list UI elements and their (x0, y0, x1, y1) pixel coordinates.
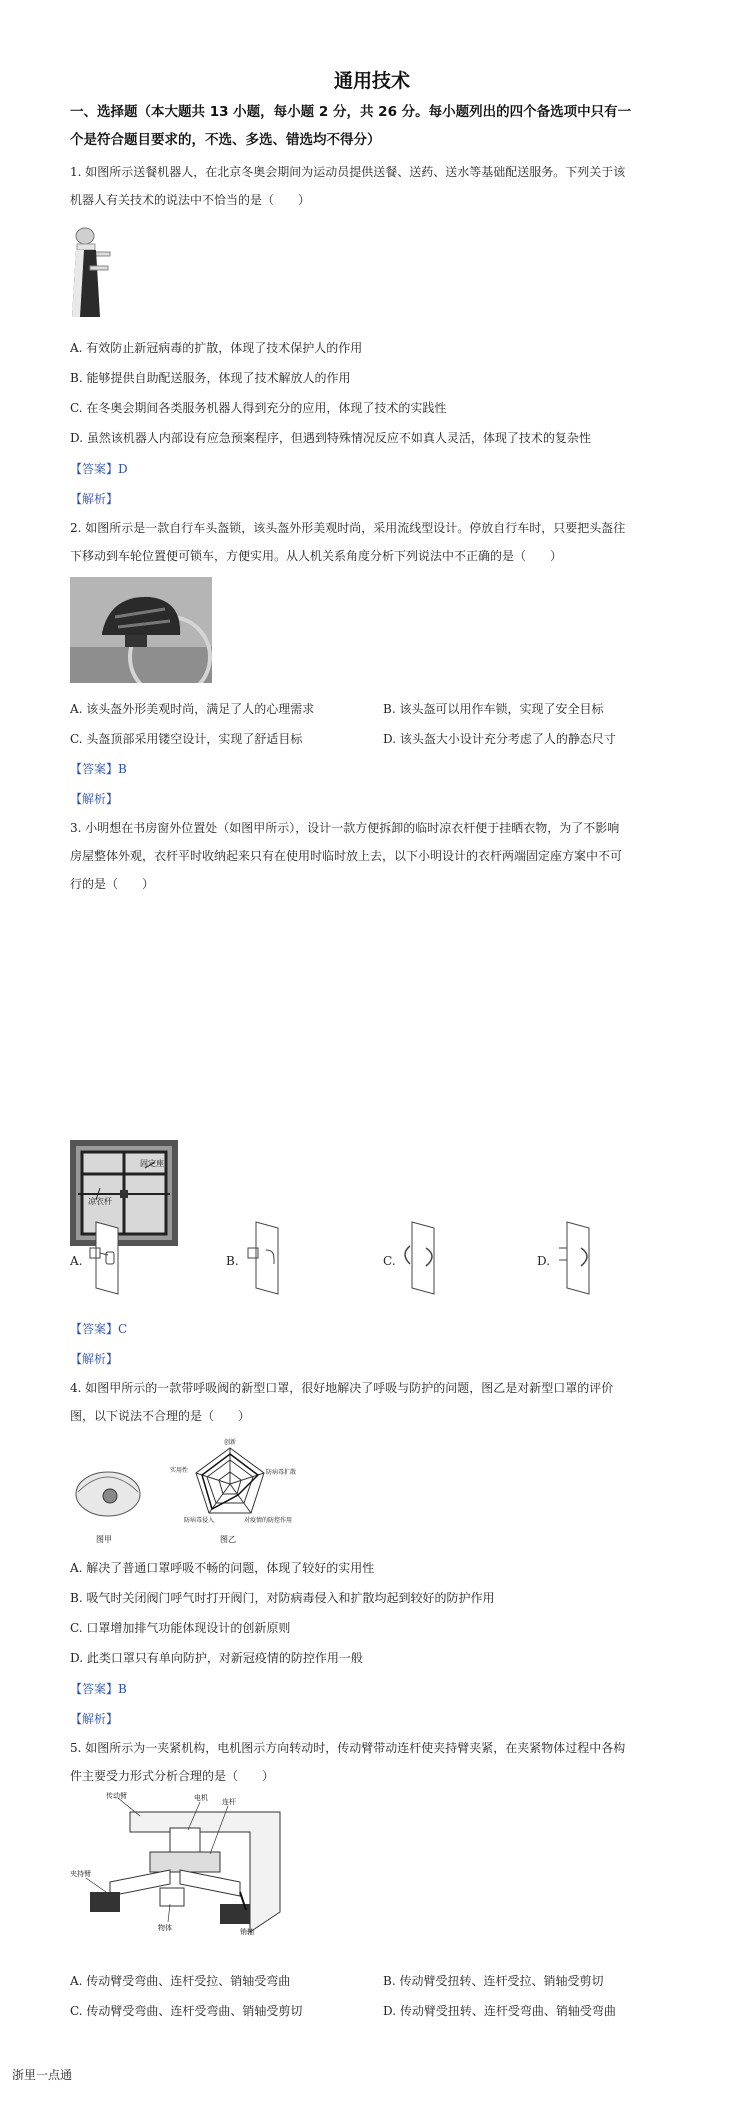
q4-radar-label-1: 防病毒扩散 (266, 1469, 297, 1476)
q3-stem-line2: 房屋整体外观，衣杆平时收纳起来只有在使用时临时放上去，以下小明设计的衣杆两端固定座方案中不可 (70, 849, 623, 863)
q4-fig-a-caption: 图甲 (96, 1535, 112, 1544)
q5-stem-line2: 件主要受力形式分析合理的是（ ） (70, 1769, 275, 1783)
q5-clamp-mechanism-figure (70, 1792, 300, 1936)
q4-stem-line1: 4. 如图甲所示的一款带呼吸阀的新型口罩，很好地解决了呼吸与防护的问题，图乙是对新型口罩的评价 (70, 1381, 614, 1395)
q4-radar-label-0: 创新 (224, 1439, 237, 1446)
q5-label-clamp-arm: 夹持臂 (70, 1870, 91, 1878)
q4-option-a: A. 解决了普通口罩呼吸不畅的问题，体现了较好的实用性 (70, 1561, 375, 1575)
q4-option-c: C. 口罩增加排气功能体现设计的创新原则 (70, 1621, 291, 1635)
q5-label-motor: 电机 (194, 1794, 208, 1802)
q3-option-a-image (84, 1220, 134, 1298)
q5-option-c: C. 传动臂受弯曲、连杆受弯曲、销轴受剪切 (70, 2004, 303, 2018)
q3-stem-line3: 行的是（ ） (70, 877, 155, 891)
q4-fig-b-caption: 图乙 (220, 1535, 236, 1544)
q2-stem-line2: 下移动到车轮位置便可锁车，方便实用。从人机关系角度分析下列说法中不正确的是（ ） (70, 549, 563, 563)
q5-label-object: 物体 (158, 1924, 172, 1932)
q1-option-b: B. 能够提供自助配送服务，体现了技术解放人的作用 (70, 371, 351, 385)
q5-label-pin: 销轴 (240, 1928, 254, 1936)
q2-stem-line1: 2. 如图所示是一款自行车头盔锁，该头盔外形美观时尚，采用流线型设计。停放自行车时，只要把头盔往 (70, 521, 626, 535)
q3-option-b-label: B. (226, 1254, 239, 1268)
page-title: 通用技术 (333, 70, 410, 92)
q1-analysis: 【解析】 (70, 492, 119, 506)
q5-stem-line1: 5. 如图所示为一夹紧机构，电机图示方向转动时，传动臂带动连杆使夹持臂夹紧，在夹紧物体过程中各构 (70, 1741, 626, 1755)
q5-label-drive-arm: 传动臂 (106, 1792, 127, 1800)
q4-radar-chart (170, 1438, 296, 1524)
q1-stem-line1: 1. 如图所示送餐机器人，在北京冬奥会期间为运动员提供送餐、送药、送水等基础配送服务。下列关于该 (70, 165, 626, 179)
q4-radar-label-3: 防病毒侵入 (184, 1517, 215, 1524)
q2-answer: 【答案】B (70, 762, 127, 776)
q4-answer: 【答案】B (70, 1682, 127, 1696)
q3-label-rod: 凉衣杆 (88, 1197, 112, 1206)
q5-label-link: 连杆 (222, 1798, 236, 1806)
q2-option-b: B. 该头盔可以用作车锁，实现了安全目标 (383, 702, 604, 716)
q5-option-b: B. 传动臂受扭转、连杆受拉、销轴受剪切 (383, 1974, 604, 1988)
q3-option-b-image (244, 1220, 294, 1298)
q1-answer: 【答案】D (70, 462, 128, 476)
footer-watermark: 浙里一点通 (12, 2068, 73, 2082)
q2-option-d: D. 该头盔大小设计充分考虑了人的静态尺寸 (383, 732, 616, 746)
q4-figure (70, 1432, 320, 1552)
q3-option-c-label: C. (383, 1254, 396, 1268)
q4-radar-label-4: 实用性 (170, 1467, 189, 1474)
q3-answer: 【答案】C (70, 1322, 128, 1336)
q1-option-a: A. 有效防止新冠病毒的扩散，体现了技术保护人的作用 (70, 341, 363, 355)
q2-option-c: C. 头盔顶部采用镂空设计，实现了舒适目标 (70, 732, 303, 746)
q1-stem-line2: 机器人有关技术的说法中不恰当的是（ ） (70, 193, 311, 207)
section-heading-line1: 一、选择题（本大题共 13 小题，每小题 2 分，共 26 分。每小题列出的四个备选项中只有一 (70, 104, 632, 120)
q1-option-d: D. 虽然该机器人内部设有应急预案程序，但遇到特殊情况反应不如真人灵活，体现了技术的复杂性 (70, 431, 591, 445)
q2-helmet-lock-image (70, 577, 212, 683)
q4-stem-line2: 图，以下说法不合理的是（ ） (70, 1409, 251, 1423)
q3-option-d-label: D. (537, 1254, 551, 1268)
q3-option-a-label: A. (70, 1254, 83, 1268)
q4-option-b: B. 吸气时关闭阀门呼气时打开阀门，对防病毒侵入和扩散均起到较好的防护作用 (70, 1591, 495, 1605)
q4-option-d: D. 此类口罩只有单向防护，对新冠疫情的防控作用一般 (70, 1651, 363, 1665)
q3-option-c-image (398, 1220, 454, 1298)
q4-radar-label-2: 对疫情的防控作用 (244, 1517, 293, 1524)
q5-option-d: D. 传动臂受扭转、连杆受弯曲、销轴受弯曲 (383, 2004, 616, 2018)
section-heading-line2: 个是符合题目要求的，不选、多选、错选均不得分） (70, 132, 381, 148)
q3-analysis: 【解析】 (70, 1352, 119, 1366)
q1-option-c: C. 在冬奥会期间各类服务机器人得到充分的应用，体现了技术的实践性 (70, 401, 447, 415)
q1-robot-image (62, 222, 112, 322)
q2-analysis: 【解析】 (70, 792, 119, 806)
q3-stem-line1: 3. 小明想在书房窗外位置处（如图甲所示），设计一款方便拆卸的临时凉衣杆便于挂晒衣物，为了不影响 (70, 821, 620, 835)
q4-analysis: 【解析】 (70, 1712, 119, 1726)
q2-option-a: A. 该头盔外形美观时尚，满足了人的心理需求 (70, 702, 315, 716)
q5-option-a: A. 传动臂受弯曲、连杆受拉、销轴受弯曲 (70, 1974, 291, 1988)
q3-label-fixed-seat: 固定座 (140, 1159, 164, 1168)
q3-option-d-image (553, 1220, 609, 1298)
